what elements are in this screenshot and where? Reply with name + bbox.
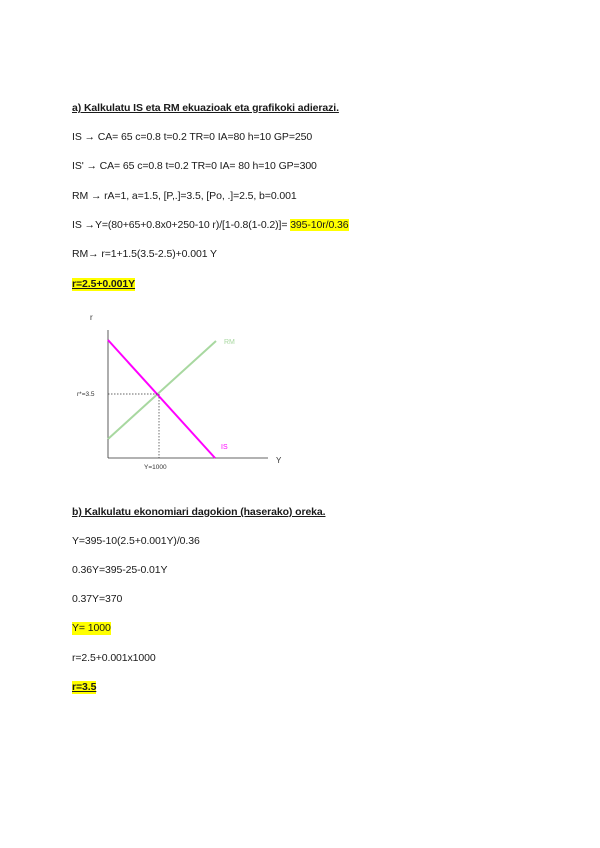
rm-curve-label: RM — [224, 339, 235, 346]
section-b-heading: b) Kalkulatu ekonomiari dagokion (haserako) oreka. — [72, 506, 326, 518]
equilibrium-step-3: 0.37Y=370 — [72, 593, 123, 605]
is-equation-line — [72, 219, 349, 232]
is-equation-calc: IS →Y=(80+65+0.8x0+250-10 r)/[1-0.8(1-0.2)]= — [72, 219, 288, 231]
section-a-heading: a) Kalkulatu IS eta RM ekuazioak eta grafikoki adierazi. — [72, 102, 339, 114]
rm-parameters-line: RM → rA=1, a=1.5, [P,.]=3.5, [Po, .]=2.5, b=0.001 — [72, 190, 297, 202]
equilibrium-step-2: 0.36Y=395-25-0.01Y — [72, 564, 168, 576]
y-axis-label: Y — [276, 456, 282, 465]
r-star-label: r*=3.5 — [77, 391, 95, 398]
equilibrium-step-5: r=2.5+0.001x1000 — [72, 652, 156, 664]
equilibrium-y-result: Y= 1000 — [72, 622, 111, 634]
r-axis-label: r — [90, 313, 93, 322]
is-curve-label: IS — [221, 444, 228, 451]
rm-equation-line: RM→ r=1+1.5(3.5-2.5)+0.001 Y — [72, 248, 217, 260]
is-rm-graph — [70, 308, 290, 473]
y-star-label: Y=1000 — [144, 464, 167, 471]
is-equation-result: 395-10r/0.36 — [290, 219, 349, 231]
equilibrium-r-result: r=3.5 — [72, 681, 97, 693]
is-prime-parameters-line: IS' → CA= 65 c=0.8 t=0.2 TR=0 IA= 80 h=10 GP=300 — [72, 160, 317, 172]
rm-curve — [108, 341, 216, 439]
rm-equation-result: r=2.5+0.001Y — [72, 278, 136, 290]
is-parameters-line: IS → CA= 65 c=0.8 t=0.2 TR=0 IA=80 h=10 GP=250 — [72, 131, 313, 143]
equilibrium-step-1: Y=395-10(2.5+0.001Y)/0.36 — [72, 535, 200, 547]
